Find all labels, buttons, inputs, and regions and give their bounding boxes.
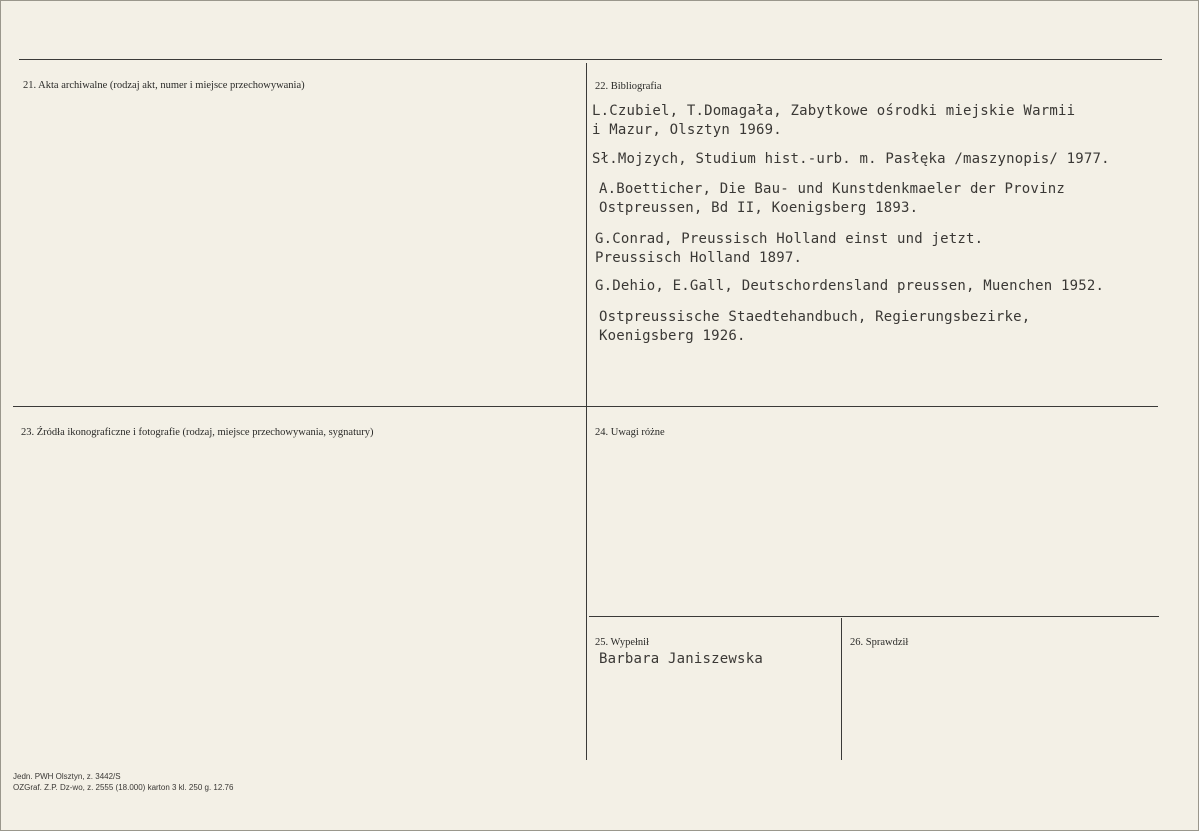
filled-by-name: Barbara Janiszewska: [599, 651, 763, 667]
bibliography-line: Preussisch Holland 1897.: [595, 250, 803, 266]
section-25-label: 25. Wypełnił: [595, 637, 650, 648]
bibliography-entry: [592, 102, 1075, 140]
top-rule: [19, 59, 1162, 60]
bibliography-line: G.Dehio, E.Gall, Deutschordensland preussen, Muenchen 1952.: [595, 278, 1105, 294]
bibliography-line: A.Boetticher, Die Bau- und Kunstdenkmaeler der Provinz: [599, 181, 1065, 197]
signature-divider: [841, 618, 842, 760]
bibliography-entry: [599, 308, 1030, 346]
bibliography-entry: [595, 277, 1104, 296]
middle-rule: [13, 406, 1158, 407]
bibliography-line: G.Conrad, Preussisch Holland einst und jetzt.: [595, 231, 984, 247]
bibliography-line: Ostpreussische Staedtehandbuch, Regierungsbezirke,: [599, 309, 1031, 325]
bibliography-entry: [592, 150, 1110, 169]
bibliography-line: i Mazur, Olsztyn 1969.: [592, 122, 782, 138]
signature-rule: [589, 616, 1159, 617]
section-22-label: 22. Bibliografia: [595, 81, 662, 92]
bibliography-line: Ostpreussen, Bd II, Koenigsberg 1893.: [599, 200, 919, 216]
section-21-label: 21. Akta archiwalne (rodzaj akt, numer i miejsce przechowywania): [23, 80, 305, 91]
section-26-label: 26. Sprawdził: [850, 637, 909, 648]
bibliography-entry: [599, 180, 1065, 218]
bibliography-line: Sł.Mojzych, Studium hist.-urb. m. Pasłęka /maszynopis/ 1977.: [592, 151, 1110, 167]
section-24-label: 24. Uwagi różne: [595, 427, 665, 438]
footer-line-1: Jedn. PWH Olsztyn, z. 3442/S: [13, 772, 121, 781]
vertical-divider: [586, 63, 587, 760]
footer-line-2: OZGraf. Z.P. Dz-wo, z. 2555 (18.000) karton 3 kl. 250 g. 12.76: [13, 783, 234, 792]
bibliography-line: L.Czubiel, T.Domagała, Zabytkowe ośrodki miejskie Warmii: [592, 103, 1076, 119]
bibliography-entry: [595, 230, 983, 268]
bibliography-line: Koenigsberg 1926.: [599, 328, 746, 344]
section-23-label: 23. Źródła ikonograficzne i fotografie (rodzaj, miejsce przechowywania, sygnatury): [21, 427, 374, 438]
